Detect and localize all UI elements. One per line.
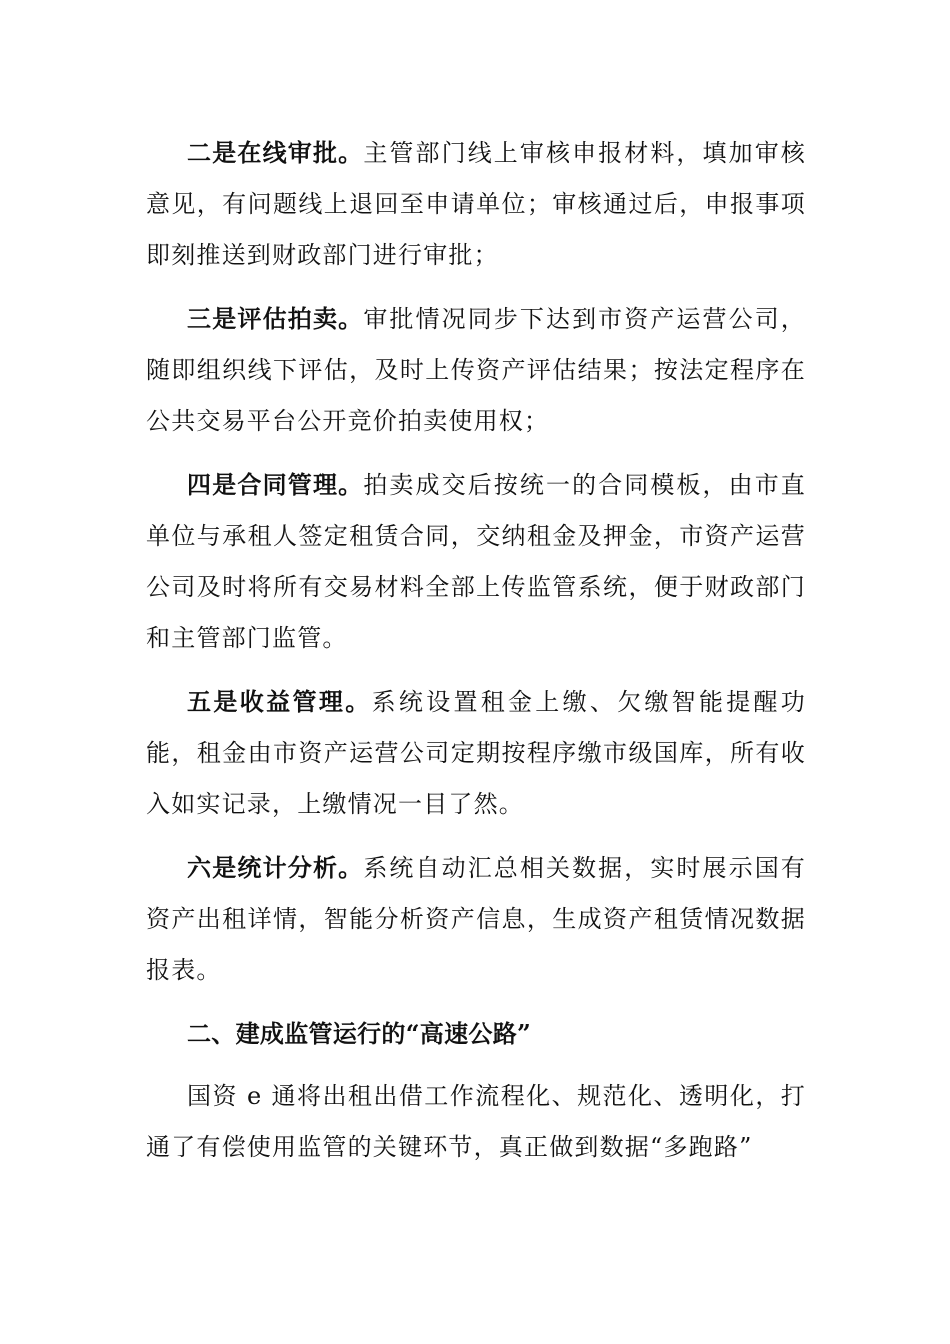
paragraph-body: 系统设置租金上缴、欠缴智能提醒功能，租金由市资产运营公司定期按程序缴市级国库，所有收入如实记录，上缴情况一目了然。 <box>146 688 806 818</box>
paragraph-lead: 四是合同管理。 <box>187 470 364 499</box>
paragraph-lead: 二是在线审批。 <box>187 138 364 167</box>
paragraph-revenue-management <box>146 676 806 830</box>
paragraph-online-approval <box>146 127 806 281</box>
section-heading: 二、建成监管运行的“高速公路” <box>187 1019 532 1048</box>
paragraph-lead: 五是收益管理。 <box>187 687 372 716</box>
paragraph-body: 系统自动汇总相关数据，实时展示国有资产出租详情，智能分析资产信息，生成资产租赁情况数据报表。 <box>146 854 806 984</box>
paragraph-body: 审批情况同步下达到市资产运营公司，随即组织线下评估，及时上传资产评估结果；按法定程序在公共交易平台公开竞价拍卖使用权； <box>146 305 806 435</box>
document-page <box>146 127 806 1185</box>
paragraph-body: 主管部门线上审核申报材料，填加审核意见，有问题线上退回至申请单位；审核通过后，申报事项即刻推送到财政部门进行审批； <box>146 139 806 269</box>
paragraph-lead: 六是统计分析。 <box>187 853 364 882</box>
closing-paragraph: 国资 e 通将出租出借工作流程化、规范化、透明化，打通了有偿使用监管的关键环节，真正做到数据“多跑路” <box>146 1082 806 1161</box>
paragraph-contract-management <box>146 459 806 664</box>
paragraph-statistical-analysis <box>146 842 806 996</box>
paragraph-appraisal-auction <box>146 293 806 447</box>
paragraph-lead: 三是评估拍卖。 <box>187 304 364 333</box>
paragraph-body: 拍卖成交后按统一的合同模板，由市直单位与承租人签定租赁合同，交纳租金及押金，市资产运营公司及时将所有交易材料全部上传监管系统，便于财政部门和主管部门监管。 <box>146 471 806 652</box>
